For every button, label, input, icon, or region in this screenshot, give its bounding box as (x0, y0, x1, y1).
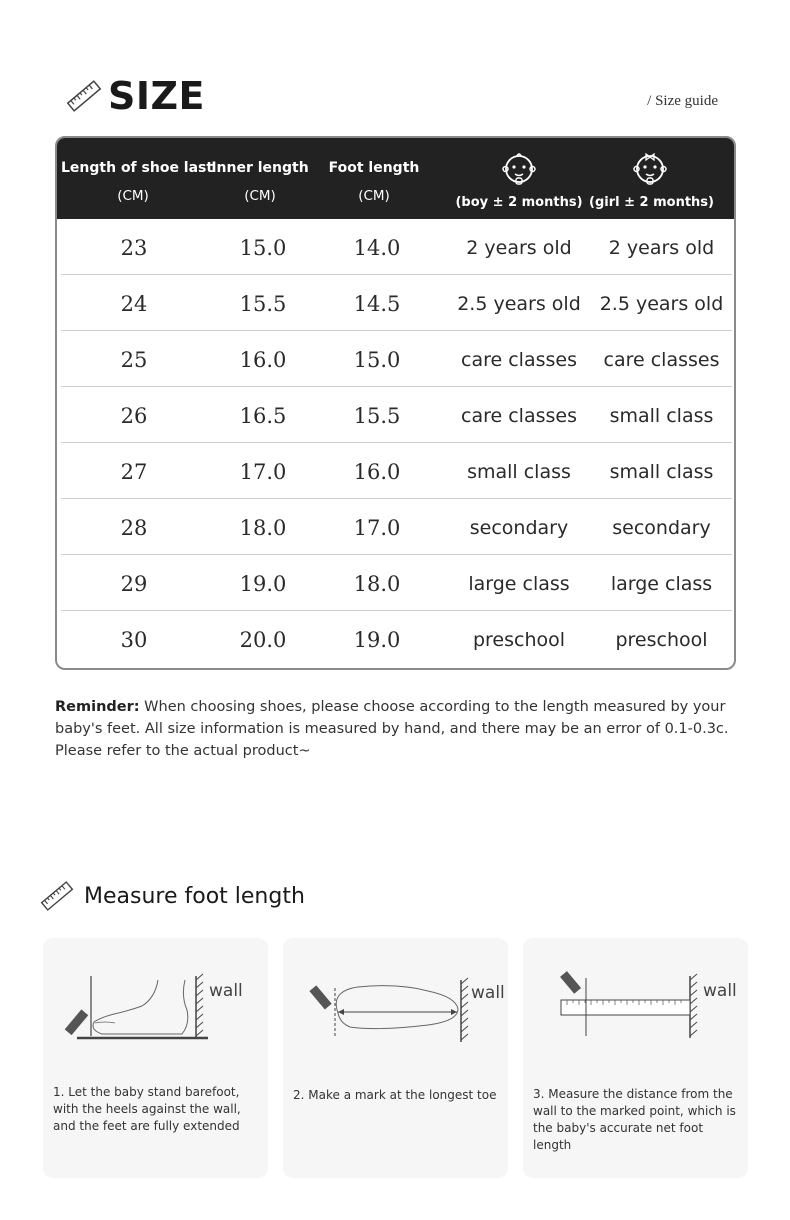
cell-shoe-last: 27 (120, 460, 148, 484)
cell-inner-length: 16.5 (239, 404, 287, 428)
col-shoe-last-unit: (CM) (117, 188, 149, 204)
col-inner-length-label: Inner length (211, 160, 309, 176)
col-inner-length-unit: (CM) (244, 188, 276, 204)
col-foot-length-unit: (CM) (358, 188, 390, 204)
ruler-icon (66, 78, 102, 114)
step-card-3 (523, 938, 748, 1178)
cell-foot-length: 17.0 (353, 516, 401, 540)
cell-foot-length: 14.5 (353, 292, 401, 316)
wall-label-2: wall (471, 983, 505, 1003)
cell-foot-length: 18.0 (353, 572, 401, 596)
cell-foot-length: 14.0 (353, 236, 401, 260)
col-girl-header (589, 138, 714, 219)
reminder-note (55, 696, 745, 762)
table-row (61, 443, 732, 499)
cell-shoe-last: 23 (120, 236, 148, 260)
baby-girl-face-icon (630, 148, 670, 188)
table-row (61, 275, 732, 331)
table-row (61, 331, 732, 387)
col-shoe-last-header (61, 138, 214, 219)
col-foot-length-label: Foot length (328, 160, 420, 176)
col-shoe-last-label: Length of shoe last (61, 160, 214, 176)
col-boy-label: (boy ± 2 months) (455, 195, 583, 210)
ruler-icon (40, 879, 74, 913)
col-girl-label: (girl ± 2 months) (589, 195, 714, 210)
cell-inner-length: 19.0 (239, 572, 287, 596)
cell-shoe-last: 30 (120, 628, 148, 652)
mark-longest-toe-illustration (283, 958, 508, 1068)
measure-distance-illustration (523, 958, 748, 1068)
cell-foot-length: 19.0 (353, 628, 401, 652)
wall-label-1: wall (209, 981, 243, 1001)
col-foot-length-header (319, 138, 429, 219)
cell-shoe-last: 28 (120, 516, 148, 540)
cell-shoe-last: 24 (120, 292, 148, 316)
cell-boy-age: preschool (472, 629, 566, 651)
cell-boy-age: care classes (461, 349, 577, 371)
table-row (61, 219, 732, 275)
reminder-text: When choosing shoes, please choose according to the length measured by your baby's feet. All size information is measured by hand, and there may be an error of 0.1-0.3c. Please refer to the actual product~ (55, 699, 729, 759)
measure-title: Measure foot length (84, 883, 305, 909)
cell-boy-age: large class (468, 573, 570, 595)
cell-inner-length: 15.0 (239, 236, 287, 260)
measure-header (40, 876, 305, 916)
cell-inner-length: 16.0 (239, 348, 287, 372)
table-row (61, 611, 732, 667)
table-header (57, 138, 734, 219)
size-guide-subtitle: / Size guide (647, 93, 718, 109)
cell-boy-age: 2.5 years old (457, 293, 581, 315)
cell-boy-age: care classes (461, 405, 577, 427)
table-row (61, 499, 732, 555)
step-caption-3: 3. Measure the distance from the wall to the marked point, which is the baby's accurate net foot length (533, 1087, 736, 1152)
size-table (55, 136, 736, 670)
wall-label-3: wall (703, 981, 737, 1001)
cell-inner-length: 20.0 (239, 628, 287, 652)
step-card-1 (43, 938, 268, 1178)
baby-boy-face-icon (499, 148, 539, 188)
cell-foot-length: 16.0 (353, 460, 401, 484)
cell-inner-length: 17.0 (239, 460, 287, 484)
col-inner-length-header (207, 138, 313, 219)
cell-shoe-last: 25 (120, 348, 148, 372)
cell-girl-age: 2 years old (608, 237, 715, 259)
cell-shoe-last: 26 (120, 404, 148, 428)
table-row (61, 555, 732, 611)
cell-girl-age: preschool (615, 629, 708, 651)
cell-boy-age: secondary (469, 517, 569, 539)
cell-foot-length: 15.5 (353, 404, 401, 428)
step-caption-2: 2. Make a mark at the longest toe (293, 1088, 497, 1102)
cell-foot-length: 15.0 (353, 348, 401, 372)
foot-against-wall-illustration (43, 958, 268, 1068)
table-row (61, 387, 732, 443)
cell-boy-age: 2 years old (466, 237, 572, 259)
step-card-2 (283, 938, 508, 1178)
reminder-label: Reminder: (55, 699, 140, 715)
col-boy-header (449, 138, 589, 219)
cell-girl-age: small class (609, 461, 714, 483)
cell-boy-age: small class (467, 461, 571, 483)
cell-inner-length: 15.5 (239, 292, 287, 316)
page-title: SIZE (108, 74, 206, 118)
cell-girl-age: secondary (612, 517, 711, 539)
cell-shoe-last: 29 (120, 572, 148, 596)
cell-girl-age: 2.5 years old (599, 293, 724, 315)
cell-girl-age: care classes (603, 349, 720, 371)
size-header (66, 72, 205, 120)
cell-girl-age: large class (610, 573, 713, 595)
step-caption-1: 1. Let the baby stand barefoot, with the heels against the wall, and the feet are fully extended (53, 1085, 241, 1133)
cell-inner-length: 18.0 (239, 516, 287, 540)
cell-girl-age: small class (609, 405, 714, 427)
